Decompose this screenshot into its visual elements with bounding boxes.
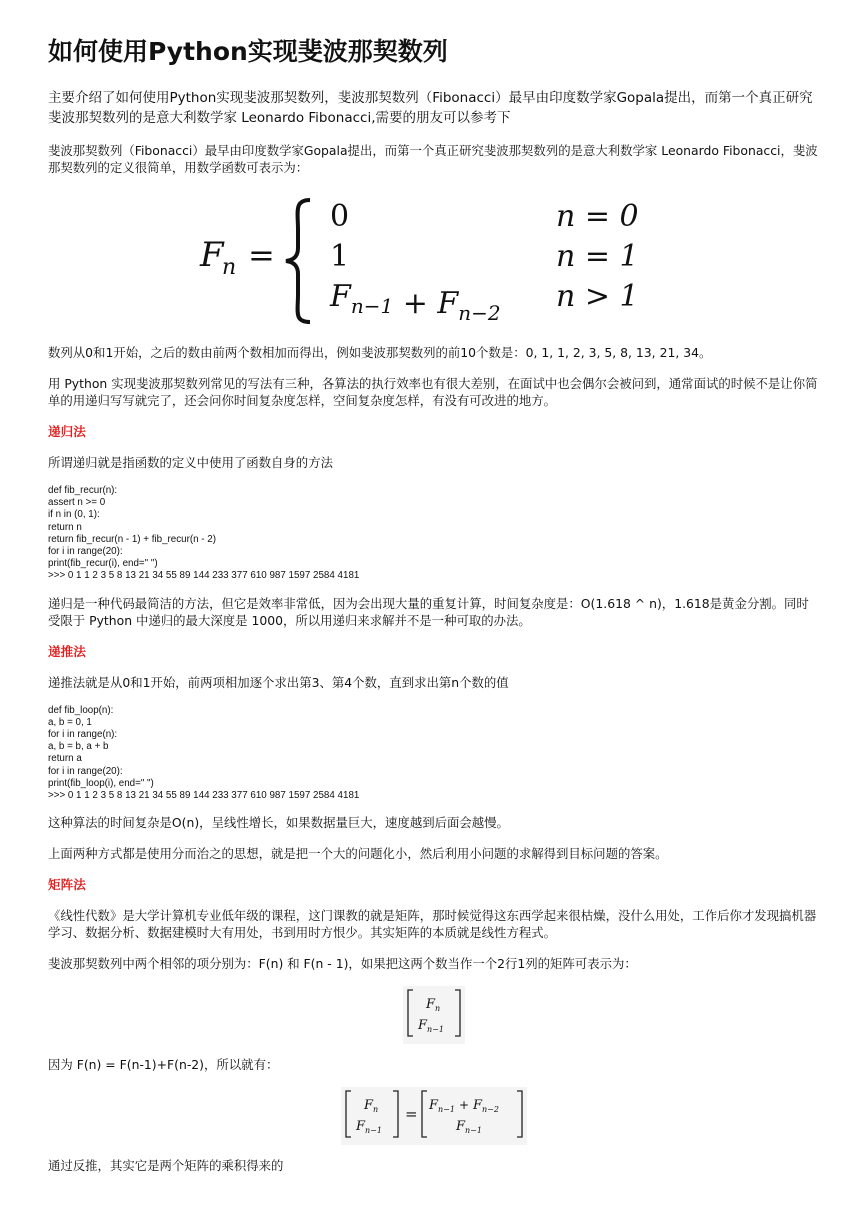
section-heading-recursion: 递归法 bbox=[48, 424, 86, 439]
svg-text:n−1: n−1 bbox=[427, 1025, 444, 1035]
intro-paragraph: 斐波那契数列（Fibonacci）最早由印度数学家Gopala提出，而第一个真正研究斐波那契数列的是意大利数学家 Leonardo Fibonacci，斐波那契数列的定义很简单，用数学函数可表示为： bbox=[48, 143, 818, 175]
svg-text:F: F bbox=[473, 1098, 483, 1114]
iteration-definition: 递推法就是从0和1开始，前两项相加逐个求出第3、第4个数，直到求出第n个数的值 bbox=[48, 674, 509, 690]
section-heading-matrix: 矩阵法 bbox=[48, 877, 86, 893]
svg-text:n: n bbox=[373, 1105, 379, 1115]
matrix-figure-2 bbox=[48, 1087, 820, 1145]
page-title: 如何使用Python实现斐波那契数列 bbox=[48, 37, 448, 66]
svg-text:F: F bbox=[426, 997, 436, 1013]
svg-text:F: F bbox=[356, 1119, 366, 1135]
methods-paragraph: 用 Python 实现斐波那契数列常见的写法有三种，各算法的执行效率也有很大差别，在面试中也会偶尔会被问到，通常面试的时候不是让你简单的用递归写写就完了，还会问你时间复杂度怎样，空间复杂度怎样，有没有可改进的地方。 bbox=[48, 376, 818, 408]
formula-lhs-subscript: n bbox=[222, 255, 237, 280]
recursion-note: 递归是一种代码最简洁的方法，但它是效率非常低，因为会出现大量的重复计算，时间复杂度是：O(1.618 ^ n)，1.618是黄金分割。同时受限于 Python 中递归的最大深度是 1000，所以用递归来求解并不是一种可取的办法。 bbox=[48, 595, 809, 628]
svg-text:n−1: n−1 bbox=[365, 1126, 382, 1136]
formula-left-brace bbox=[286, 200, 310, 322]
formula-lhs: F bbox=[200, 235, 224, 275]
because-paragraph: 因为 F(n) = F(n-1)+F(n-2)，所以就有： bbox=[48, 1057, 279, 1073]
svg-text:n−2: n−2 bbox=[482, 1105, 499, 1115]
matrix-definition: 斐波那契数列中两个相邻的项分别为：F(n) 和 F(n - 1)，如果把这两个数当作一个2行1列的矩阵可表示为： bbox=[48, 956, 637, 972]
svg-text:F: F bbox=[429, 1098, 439, 1114]
fibonacci-piecewise-formula bbox=[48, 190, 820, 330]
article-summary: 主要介绍了如何使用Python实现斐波那契数列，斐波那契数列（Fibonacci）最早由印度数学家Gopala提出，而第一个真正研究斐波那契数列的是意大利数学家 Leonardo Fibonacci,需要的朋友可以参考下 bbox=[48, 90, 813, 126]
formula-case-value-1: 0 bbox=[330, 199, 350, 234]
svg-text:F: F bbox=[456, 1119, 466, 1135]
svg-text:+: + bbox=[459, 1098, 470, 1113]
svg-text:n−1: n−1 bbox=[465, 1126, 482, 1136]
formula-case-condition-3: n > 1 bbox=[556, 279, 639, 314]
formula-case-condition-2: n = 1 bbox=[556, 239, 639, 274]
svg-text:n−1: n−1 bbox=[438, 1105, 455, 1115]
iteration-note: 这种算法的时间复杂是O(n)，呈线性增长，如果数据量巨大，速度越到后面会越慢。 bbox=[48, 815, 509, 831]
formula-case-value-2: 1 bbox=[330, 239, 350, 274]
svg-text:=: = bbox=[405, 1105, 418, 1124]
svg-text:n: n bbox=[435, 1004, 441, 1014]
linear-algebra-paragraph: 《线性代数》是大学计算机专业低年级的课程，这门课教的就是矩阵，那时候觉得这东西学起来很枯燥，没什么用处，工作后你才发现搞机器学习、数据分析、数据建模时大有用处，书到用时方恨少。其实矩阵的本质就是线性方程式。 bbox=[48, 908, 817, 941]
matrix-figure-1 bbox=[48, 986, 820, 1044]
code-block-iteration: def fib_loop(n): a, b = 0, 1 for i in range(n): a, b = b, a + b return a for i in range(20): print(fib_loop(i), end=" ") >>> 0 1 1 2 3 5 8 13 21 34 55 89 144 233 377 610 987 1597 2584 4181 bbox=[48, 704, 360, 802]
svg-text:F: F bbox=[418, 1018, 428, 1034]
section-heading-iteration: 递推法 bbox=[48, 643, 86, 659]
recursion-definition: 所谓递归就是指函数的定义中使用了函数自身的方法 bbox=[48, 455, 333, 470]
divide-conquer-paragraph: 上面两种方式都是使用分而治之的思想，就是把一个大的问题化小，然后利用小问题的求解得到目标问题的答案。 bbox=[48, 846, 668, 862]
formula-case-condition-1: n = 0 bbox=[556, 199, 639, 234]
formula-case-value-3: $F_{n-1} + F_{n-2}$ bbox=[330, 279, 501, 325]
article bbox=[48, 36, 820, 1188]
sequence-paragraph: 数列从0和1开始，之后的数由前两个数相加而得出，例如斐波那契数列的前10个数是：0, 1, 1, 2, 3, 5, 8, 13, 21, 34。 bbox=[48, 345, 712, 360]
reverse-paragraph: 通过反推，其实它是两个矩阵的乘积得来的 bbox=[48, 1158, 284, 1174]
formula-equals: = bbox=[248, 236, 275, 274]
code-block-recursion: def fib_recur(n): assert n >= 0 if n in (0, 1): return n return fib_recur(n - 1) + fib_recur(n - 2) for i in range(20): print(fib_recur(i), end=" ") >>> 0 1 1 2 3 5 8 13 21 34 55 89 144 233 377 610 987 1597 2584 4181 bbox=[48, 485, 360, 582]
svg-text:F: F bbox=[364, 1098, 374, 1114]
